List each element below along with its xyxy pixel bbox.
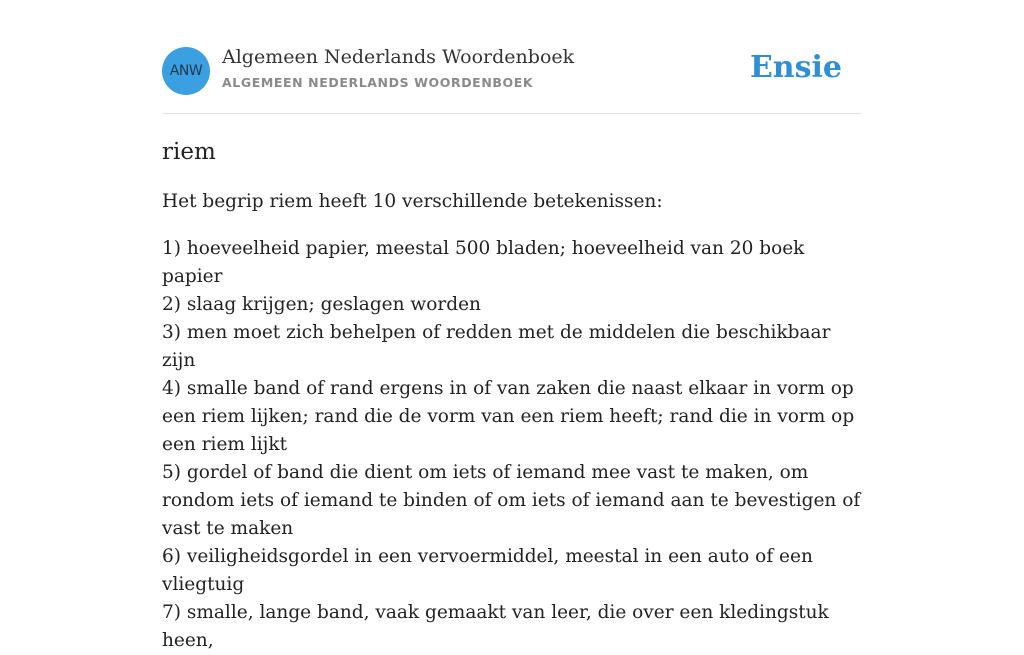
definition-list [162,235,864,655]
source-title[interactable]: Algemeen Nederlands Woordenboek [222,46,575,68]
definition-item: 4) smalle band of rand ergens in of van zaken die naast elkaar in vorm op een riem lijken; rand die de vorm van een riem heeft; rand die in vorm op een riem lijkt [162,378,855,455]
source-header [162,46,862,96]
entry-intro: Het begrip riem heeft 10 verschillende betekenissen: [162,191,663,212]
ensie-logo[interactable]: Ensie [749,50,842,85]
source-subtitle: ALGEMEEN NEDERLANDS WOORDENBOEK [222,75,534,90]
entry-term: riem [162,139,216,165]
entry-content [162,136,864,655]
definition-item: 2) slaag krijgen; geslagen worden [162,294,481,315]
logo-text: ANW [169,63,203,79]
header-divider [162,113,862,114]
definition-item: 6) veiligheidsgordel in een vervoermiddel, meestal in een auto of een vliegtuig [162,546,813,595]
definition-item: 7) smalle, lange band, vaak gemaakt van leer, die over een kledingstuk heen, [162,602,829,651]
definition-item: 5) gordel of band die dient om iets of iemand mee vast te maken, om rondom iets of iemand te binden of om iets of iemand aan te bevestigen of vast te maken [162,462,861,539]
definition-item: 3) men moet zich behelpen of redden met de middelen die beschikbaar zijn [162,322,831,371]
anw-logo[interactable] [162,47,210,95]
definition-item: 1) hoeveelheid papier, meestal 500 bladen; hoeveelheid van 20 boek papier [162,238,805,287]
